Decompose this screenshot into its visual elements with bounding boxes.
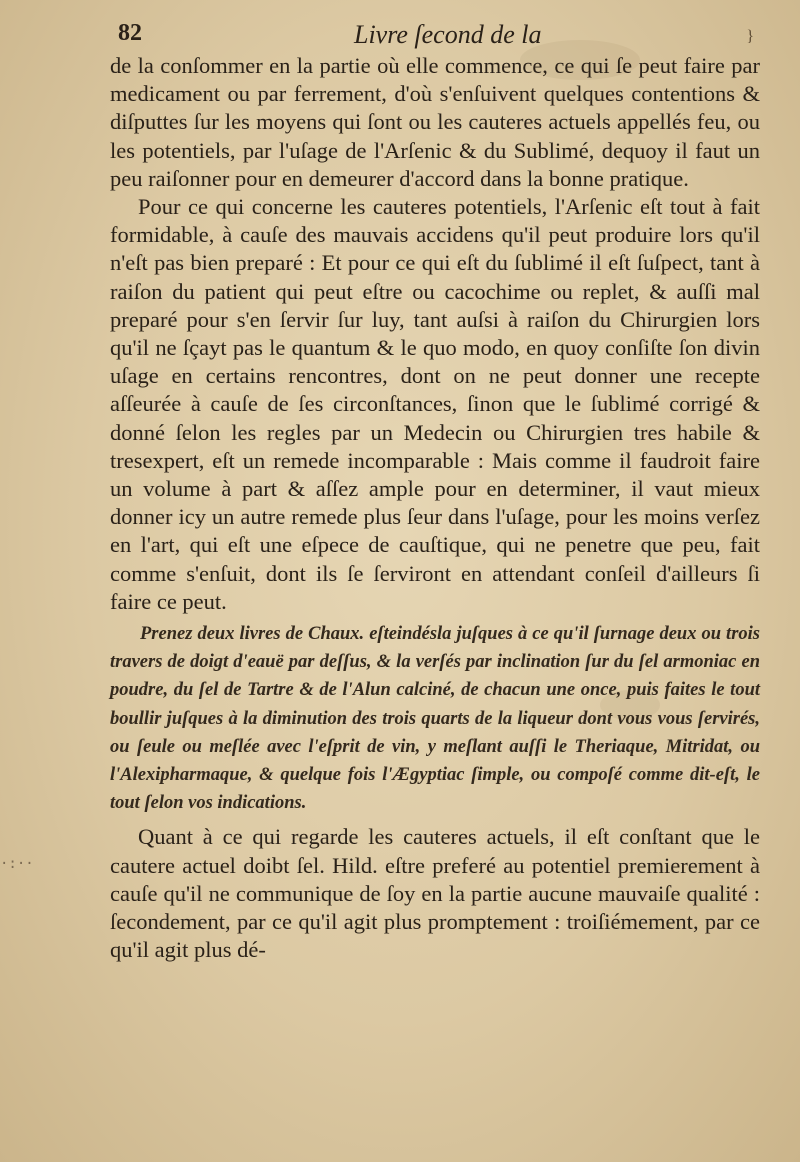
paragraph: de la conſommer en la partie où elle commence, ce qui ſe peut faire par medicament ou par ferrement, d'où s'enſuivent quelques contentions & diſputtes ſur les moyens qui ſont ou les cauteres actuels appellés feu, ou les potentiels, par l'uſage de l'Arſenic & du Sublimé, dequoy il faut un peu raiſonner pour en demeurer d'accord dans la bonne pratique. (110, 53, 760, 191)
paragraph: Pour ce qui concerne les cauteres potentiels, l'Arſenic eſt tout à fait formidable, à cauſe des mauvais accidens qu'il peut produire lors qu'il n'eſt pas bien preparé : Et pour ce qui eſt du ſublimé il eſt ſuſpect, tant à raiſon du patient qui peut eſtre ou cacochime ou replet, & auſſi mal preparé pour s'en ſervir ſur luy, tant auſsi à raiſon du Chirurgien lors qu'il ne ſçayt pas le quantum & le quo modo, en quoy conſiſte ſon divin uſage en certains rencontres, dont on ne peut donner une recepte aſſeurée à cauſe de ſes circonſtances, ſinon que le ſublimé corrigé & donné ſelon les regles par un Medecin ou Chirurgien tres habile & tresexpert, eſt un remede incomparable : Mais comme il faudroit faire un volume à part & aſſez ample pour en determiner, il vaut mieux donner icy un autre remede plus ſeur dans l'uſage, pour les moins verſez en l'art, qui eſt une eſpece de cauſtique, qui ne penetre que peu, fait comme s'enſuit, dont ils ſe ſerviront en attendant conſeil d'ailleurs ſi faire ce peut. (110, 194, 760, 614)
body-text (110, 52, 760, 965)
page-header (118, 20, 770, 54)
page-number: 82 (118, 20, 142, 46)
running-head: Livre ſecond de la (354, 20, 542, 49)
corner-mark: } (746, 28, 754, 45)
paragraph: Quant à ce qui regarde les cauteres actuels, il eſt conſtant que le cautere actuel doibt ſel. Hild. eſtre preferé au potentiel premierement à cauſe qu'il ne communique de ſoy en la partie aucune mauvaiſe qualité : ſecondement, par ce qu'il agit plus promptement : troiſiémement, par ce qu'il agit plus dé- (110, 824, 760, 963)
recipe-paragraph: Prenez deux livres de Chaux. eſteindésla juſques à ce qu'il ſurnage deux ou trois travers de doigt d'eauë par deſſus, & la verſés par inclination ſur du ſel armoniac en poudre, du ſel de Tartre & de l'Alun calciné, de chacun une once, puis faites le tout boullir juſques à la diminution des trois quarts de la liqueur dont vous vous ſervirés, ou ſeule ou meſlée avec l'eſprit de vin, y meſlant auſſi le Theriaque, Mitridat, ou l'Alexipharmaque, & quelque fois l'Ægyptiac ſimple, ou compoſé comme dit-eſt, le tout ſelon vos indications. (110, 624, 760, 814)
margin-annotation: ·:·· (0, 856, 34, 872)
